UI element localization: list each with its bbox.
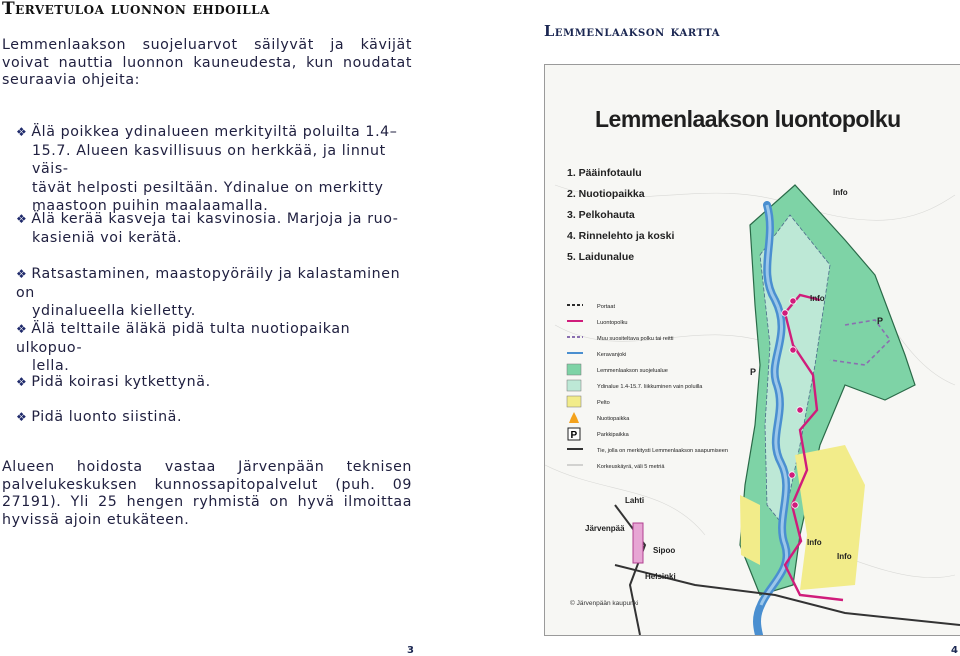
footer-paragraph: Alueen hoidosta vastaa Järvenpään teknisen palvelukeskuksen kunnossapitopalvelut (puh. 09 27191). Yli 25 hengen ryhmistä on hyvä ilmoittaa hyvissä ajoin etukäteen.: [2, 459, 412, 528]
diamond-bullet-icon: ❖: [16, 322, 28, 336]
trail-stop-label: 2. Nuotiopaikka: [567, 188, 645, 200]
map-place-label: P: [877, 316, 884, 326]
diamond-bullet-icon: ❖: [16, 212, 28, 226]
trail-stop-label: 1. Pääinfotaulu: [567, 167, 642, 179]
rule-text: Ratsastaminen, maastopyöräily ja kalastaminen on: [16, 266, 401, 301]
legend-label: Muu suositeltava polku tai reitti: [597, 336, 674, 342]
rule-text: Älä telttaile äläkä pidä tulta nuotiopaikan ulkopuo-: [16, 321, 351, 356]
rule-text: Älä kerää kasveja tai kasvinosia. Marjoja ja ruo-: [31, 211, 399, 227]
rule-text-continued: kasieniä voi kerätä.: [32, 229, 183, 246]
trail-stop-marker: [797, 407, 803, 413]
rule-text: Älä poikkea ydinalueen merkityiltä poluilta 1.4–: [31, 124, 398, 140]
legend-label: Nuotiopaikka: [597, 416, 630, 422]
rule-item: [16, 123, 414, 216]
trail-stop-label: 5. Laidunalue: [567, 251, 635, 263]
map-section-title: Lemmenlaakson kartta: [544, 23, 721, 40]
trail-stop-marker: [792, 502, 798, 508]
diamond-bullet-icon: ❖: [16, 410, 28, 424]
legend-label: Pelto: [597, 400, 610, 406]
rule-item: [16, 373, 414, 392]
map-place-label: Info: [837, 552, 852, 561]
legend-label: Portaat: [597, 304, 616, 310]
svg-text:P: P: [570, 430, 578, 441]
rule-item: [16, 408, 414, 427]
rule-text-continued: tävät helposti pesiltään. Ydinalue on merkitty: [32, 179, 384, 196]
map-place-label: Info: [810, 294, 825, 303]
legend-label: Tie, jolla on merkitysti Lemmenlaakson saapumiseen: [597, 448, 728, 454]
legend-label: Ydinalue 1.4-15.7. liikkuminen vain poluilla: [597, 384, 703, 390]
legend-label: Lemmenlaakson suojelualue: [597, 368, 668, 374]
legend-swatch: [568, 428, 580, 441]
map-place-label: Info: [807, 538, 822, 547]
legend-label: Korkeuskäyrä, väli 5 metriä: [597, 464, 665, 470]
trail-stop-marker: [790, 298, 796, 304]
diamond-bullet-icon: ❖: [16, 125, 28, 139]
legend-label: Parkkipaikka: [597, 432, 629, 438]
intro-paragraph: Lemmenlaakson suojeluarvot säilyvät ja kävijät voivat nauttia luonnon kauneudesta, kun noudatat seuraavia ohjeita:: [2, 37, 412, 89]
trail-stop-marker: [790, 347, 796, 353]
trail-stop-label: 4. Rinnelehto ja koski: [567, 230, 675, 242]
rule-text-continued: lella.: [32, 358, 70, 375]
rule-item: [16, 210, 414, 247]
rule-text: Pidä koirasi kytkettynä.: [31, 374, 211, 390]
page-title: Tervetuloa luonnon ehdoilla: [2, 0, 270, 19]
page-number-right: 4: [951, 645, 958, 656]
diamond-bullet-icon: ❖: [16, 375, 28, 389]
trail-stop-label: 3. Pelkohauta: [567, 209, 635, 221]
legend-swatch: [567, 396, 581, 407]
legend-swatch: [567, 364, 581, 375]
trail-stop-marker: [782, 310, 788, 316]
diamond-bullet-icon: ❖: [16, 267, 28, 281]
map-frame: [544, 64, 960, 636]
page-number-left: 3: [407, 645, 414, 656]
rule-text: Pidä luonto siistinä.: [31, 409, 183, 425]
rule-text-continued: ydinalueella kielletty.: [32, 303, 196, 320]
map-place-label: Info: [833, 188, 848, 197]
map-place-label: Sipoo: [653, 546, 676, 555]
rule-text-continued: maastoon puihin maalaamalla.: [32, 198, 269, 215]
map-copyright: © Järvenpään kaupunki: [570, 600, 639, 607]
map-heading: Lemmenlaakson luontopolku: [595, 106, 901, 132]
rule-item: [16, 265, 414, 321]
rule-item: [16, 320, 414, 376]
legend-label: Keravanjoki: [597, 352, 627, 358]
map-place-label: P: [750, 367, 757, 377]
legend-label: Luontopolku: [597, 320, 628, 326]
map-place-label: Järvenpää: [585, 524, 625, 533]
trail-map: [545, 65, 960, 635]
legend-swatch: [567, 380, 581, 391]
rule-text-continued: 15.7. Alueen kasvillisuus on herkkää, ja linnut väis-: [32, 142, 386, 178]
trail-stop-marker: [789, 472, 795, 478]
map-place-label: Lahti: [625, 496, 645, 505]
map-place-label: Helsinki: [645, 572, 676, 581]
